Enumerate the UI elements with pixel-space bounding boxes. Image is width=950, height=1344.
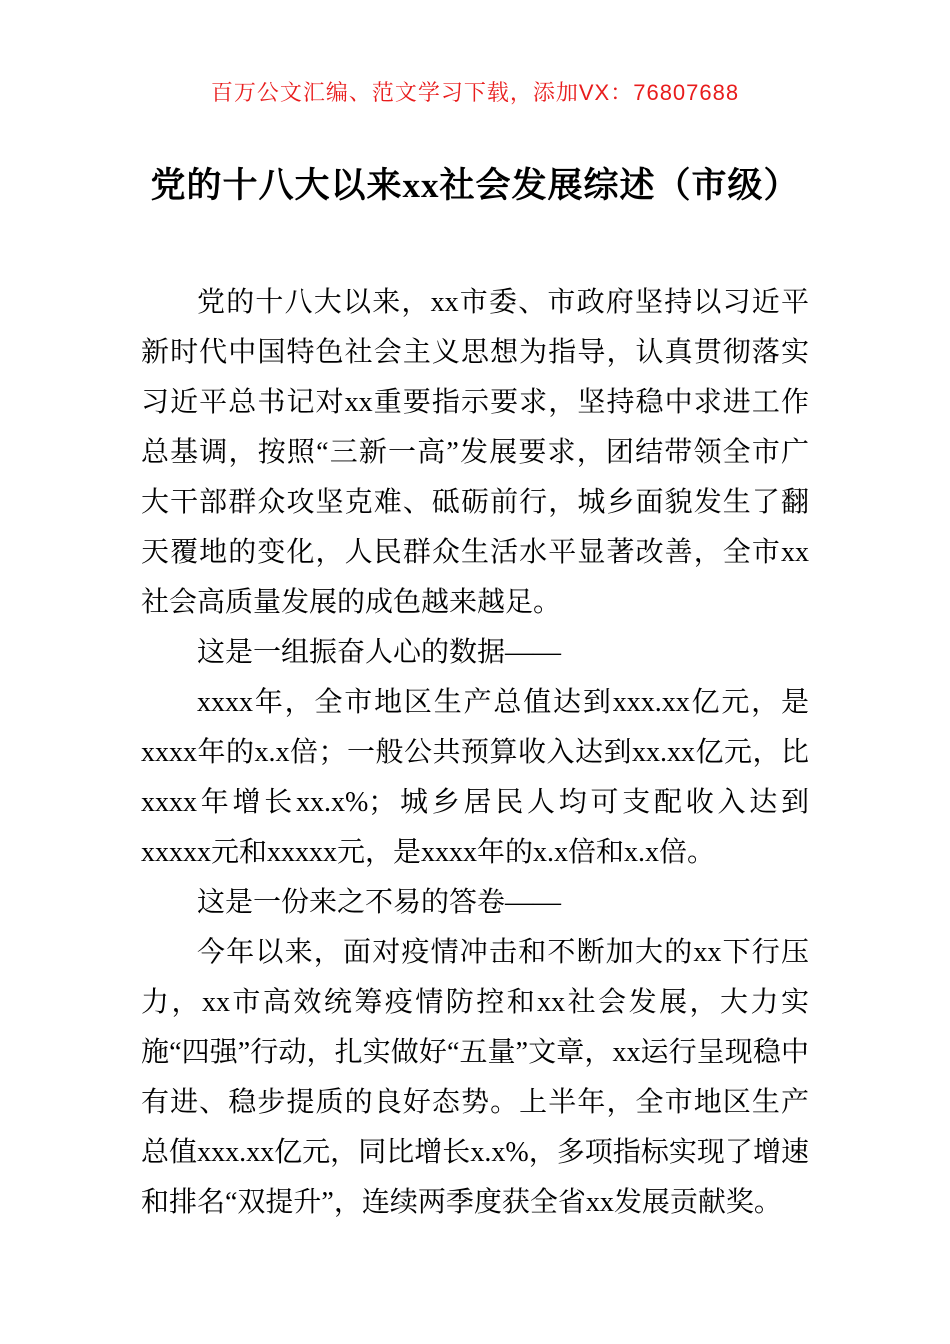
body-paragraph-2: 这是一组振奋人心的数据—— — [197, 637, 562, 668]
document-title: 党的十八大以来xx社会发展综述（市级） — [150, 166, 800, 205]
body-paragraph-3: xxxx年，全市地区生产总值达到xxx.xx亿元，是xxxx年的x.x倍；一般公共预算收入达到xx.xx亿元，比xxxx年增长xx.x%；城乡居民人均可支配收入达到xxxxx元和xxxxx元，是xxxx年的x.x倍和x.x倍。 — [141, 687, 809, 868]
body-paragraph-4: 这是一份来之不易的答卷—— — [197, 887, 562, 918]
document-body — [141, 278, 809, 1228]
promo-header-text: 百万公文汇编、范文学习下载，添加VX：76807688 — [210, 80, 740, 105]
body-paragraph-1: 党的十八大以来，xx市委、市政府坚持以习近平新时代中国特色社会主义思想为指导，认真贯彻落实习近平总书记对xx重要指示要求，坚持稳中求进工作总基调，按照“三新一高”发展要求，团结带领全市广大干部群众攻坚克难、砥砺前行，城乡面貌发生了翻天覆地的变化，人民群众生活水平显著改善，全市xx社会高质量发展的成色越来越足。 — [141, 287, 809, 618]
body-paragraph-5: 今年以来，面对疫情冲击和不断加大的xx下行压力，xx市高效统筹疫情防控和xx社会发展，大力实施“四强”行动，扎实做好“五量”文章，xx运行呈现稳中有进、稳步提质的良好态势。上半年，全市地区生产总值xxx.xx亿元，同比增长x.x%，多项指标实现了增速和排名“双提升”，连续两季度获全省xx发展贡献奖。 — [141, 937, 809, 1218]
